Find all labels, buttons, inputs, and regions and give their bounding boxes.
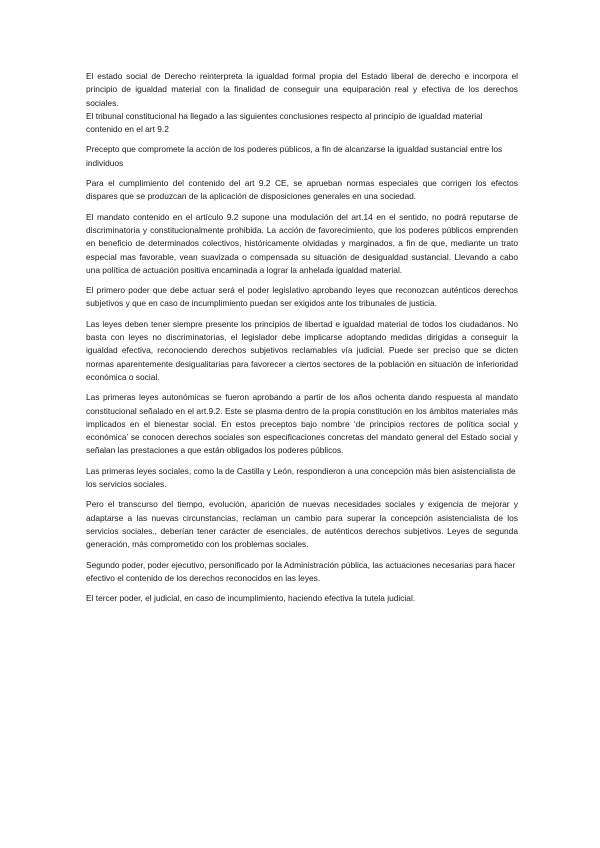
paragraph: Las primeras leyes sociales, como la de Castilla y León, respondieron a una concepción más bien asistencialista de los servicios sociales.	[86, 465, 516, 490]
paragraph: Segundo poder, poder ejecutivo, personificado por la Administración pública, las actuaciones necesarias para hacer efectivo el contenido de los derechos reconocidos en las leyes.	[86, 559, 516, 583]
paragraph: Para el cumplimiento del contenido del art 9.2 CE, se aprueban normas especiales que corrigen los efectos dispares que se produzcan de la aplicación de disposiciones generales en una sociedad.	[86, 178, 518, 202]
paragraph: El estado social de Derecho reinterpreta la igualdad formal propia del Estado liberal de derecho e incorpora el principio de igualdad material con la finalidad de conseguir una equiparación real y efectiva de los derechos sociales.	[86, 71, 518, 108]
paragraph: Las leyes deben tener siempre presente los principios de libertad e igualdad material de todos los ciudadanos. No basta con leyes no discriminatorias, el legislador debe implicarse adoptando medidas dirigidas a conseguir la igualdad efectiva, reconociendo derechos subjetivos reclamables vía judicial. Puede ser preciso que se dicten normas aparentemente desigualitarias para favorecer a ciertos sectores de la población en situación de inferioridad económica o social.	[86, 318, 518, 382]
paragraph: Pero el transcurso del tiempo, evolución, aparición de nuevas necesidades sociales y exigencia de mejorar y adaptarse a las nuevas circunstancias, reclaman un cambio para superar la concepción asistencialista de los servicios sociales., deberían tener carácter de esenciales, de auténticos derechos subjetivos. Leyes de segunda generación, más comprometido con los problemas sociales.	[86, 499, 518, 550]
paragraph: El tribunal constitucional ha llegado a las siguientes conclusiones respecto al principio de igualdad material contenido en el art 9.2	[86, 110, 483, 135]
paragraph: El tercer poder, el judicial, en caso de incumplimiento, haciendo efectiva la tutela judicial.	[86, 593, 416, 604]
paragraph: El mandato contenido en el artículo 9.2 supone una modulación del art.14 en el sentido, no podrá reputarse de discriminatoria y constitucionalmente prohibida. La acción de favorecimiento, que los poderes públicos emprenden en beneficio de determinados colectivos, históricamente olvidadas y marginados, a fin de que, mediante un trato especial mas favorable, vean suavizada o compensada su situación de desigualdad sustancial. Llevando a cabo una política de actuación positiva encaminada a lograr la anhelada igualdad material.	[86, 211, 518, 275]
paragraph: Precepto que compromete la acción de los poderes públicos, a fin de alcanzarse la igualdad sustancial entre los individuos	[86, 144, 503, 168]
document-body	[86, 70, 518, 612]
paragraph: El primero poder que debe actuar será el poder legislativo aprobando leyes que reconozcan auténticos derechos subjetivos y que en caso de incumplimiento puedan ser exigidos ante los tribunales de justicia.	[86, 285, 518, 309]
paragraph: Las primeras leyes autonómicas se fueron aprobando a partir de los años ochenta dando respuesta al mandato constitucional señalado en el art.9.2. Este se plasma dentro de la propia constitución en los ámbitos materiales más implicados en el bienestar social. En estos preceptos bajo nombre ‘de principios rectores de política social y económica’ se conocen derechos sociales son especificaciones concretas del mandato general del Estado social y señalan las prestaciones a que están obligados los poderes públicos.	[86, 392, 518, 456]
